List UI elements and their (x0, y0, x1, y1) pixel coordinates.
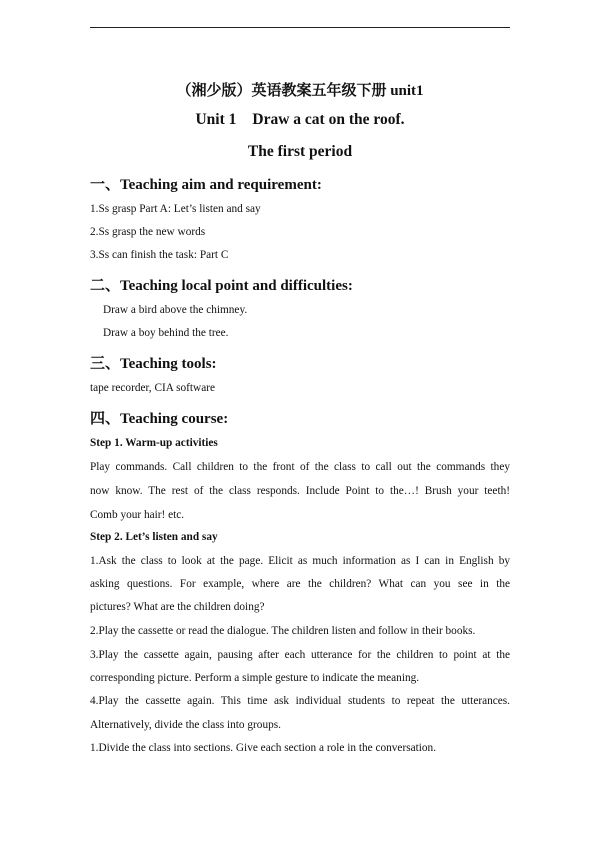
document-title: （湘少版）英语教案五年级下册 unit1 (176, 83, 424, 99)
step2-line: 3.Play the cassette again, pausing after each utterance for the children to point at the (90, 649, 510, 661)
period-heading: The first period (247, 143, 353, 160)
difficulty-item: Draw a bird above the chimney. (103, 304, 248, 316)
step1-title: Step 1. Warm-up activities (90, 437, 218, 449)
unit-heading (90, 111, 510, 129)
unit-number: Unit 1 (195, 111, 237, 128)
header-rule (90, 27, 510, 28)
aim-item: 1.Ss grasp Part A: Let’s listen and say (90, 203, 261, 215)
step1-line: Comb your hair! etc. (90, 509, 185, 521)
aim-item: 3.Ss can finish the task: Part C (90, 249, 229, 261)
step1-line: now know. The rest of the class responds. Include Point to the…! Brush your teeth! (90, 485, 510, 497)
step2-line: 2.Play the cassette or read the dialogue. The children listen and follow in their books. (90, 625, 476, 637)
step2-line: 1.Ask the class to look at the page. Elicit as much information as I can in English by (90, 555, 510, 567)
unit-title: Draw a cat on the roof. (252, 111, 405, 128)
tools-text: tape recorder, CIA software (90, 382, 216, 394)
section-heading-difficulties: 二、Teaching local point and difficulties: (90, 278, 353, 294)
section-heading-aim: 一、Teaching aim and requirement: (90, 177, 322, 193)
step2-line: 1.Divide the class into sections. Give each section a role in the conversation. (90, 742, 437, 754)
difficulty-item: Draw a boy behind the tree. (103, 327, 229, 339)
section-heading-course: 四、Teaching course: (90, 411, 229, 427)
step2-title: Step 2. Let’s listen and say (90, 531, 218, 543)
step2-line: Alternatively, divide the class into groups. (90, 719, 281, 731)
step2-line: corresponding picture. Perform a simple gesture to indicate the meaning. (90, 672, 420, 684)
section-heading-tools: 三、Teaching tools: (90, 356, 217, 372)
aim-item: 2.Ss grasp the new words (90, 226, 206, 238)
step2-line: pictures? What are the children doing? (90, 601, 265, 613)
step2-line: 4.Play the cassette again. This time ask individual students to repeat the utterances. (90, 695, 510, 707)
step1-line: Play commands. Call children to the front of the class to call out the commands they (90, 461, 510, 473)
step2-line: asking questions. For example, where are the children? What can you see in the (90, 578, 510, 590)
